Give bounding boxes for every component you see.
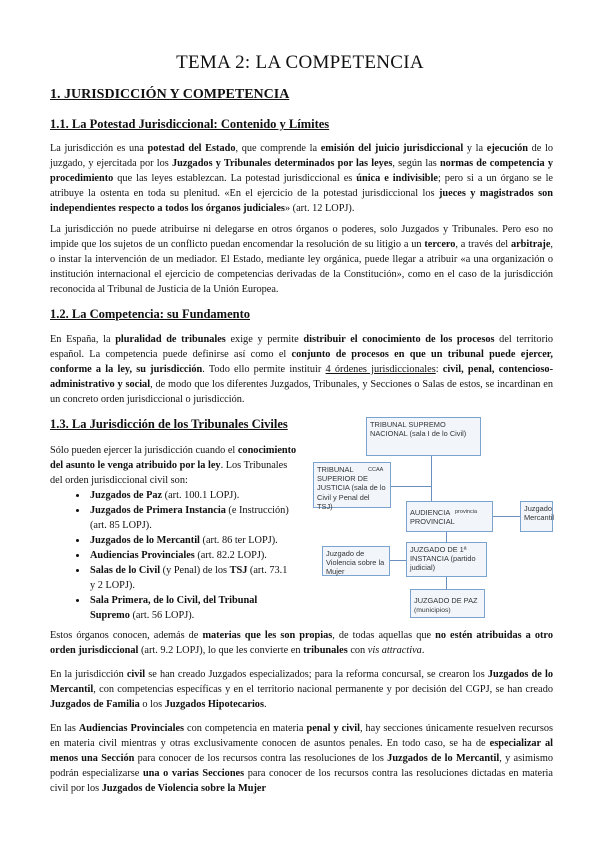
box-label: TRIBUNAL SUPREMO NACIONAL (sala I de lo Civil) bbox=[370, 420, 467, 439]
subsection-heading-1-3: 1.3. La Jurisdicción de los Tribunales Civiles bbox=[50, 417, 288, 431]
diagram-box-primera-instancia bbox=[406, 542, 487, 577]
connector-line bbox=[446, 577, 447, 589]
bold-run: materias que les son propias bbox=[202, 630, 333, 641]
bold-run: especializar al menos una Sección bbox=[50, 738, 553, 764]
bold-run: civil, penal, contencioso-administrativo y social bbox=[50, 364, 554, 390]
text-run: (art. 73.1 y 2 LOPJ). bbox=[90, 565, 288, 591]
text-run: y la bbox=[463, 143, 487, 154]
box-sublabel: provincia bbox=[455, 509, 478, 515]
box-sublabel: (municipios) bbox=[414, 607, 451, 615]
text-run: (art. 56 LOPJ). bbox=[129, 610, 195, 621]
box-label: JUZGADO DE PAZ bbox=[414, 596, 478, 605]
text-run: exige y permite bbox=[225, 334, 304, 345]
paragraph-delegacion bbox=[50, 222, 553, 297]
bold-run: una o varias Secciones bbox=[142, 768, 245, 779]
underline-run: 4 órdenes jurisdiccionales bbox=[325, 364, 436, 375]
text-run: (art. 9.2 LOPJ), lo que les convierte en bbox=[138, 645, 304, 656]
paragraph-potestad bbox=[50, 141, 553, 216]
bold-run: ejecución bbox=[486, 143, 528, 154]
paragraph-especializados bbox=[50, 667, 553, 712]
text-run: En España, la bbox=[50, 334, 116, 345]
box-label: Juzgado de Violencia sobre la Mujer bbox=[326, 549, 385, 577]
bold-run: emisión del juicio jurisdiccional bbox=[320, 143, 464, 154]
connector-line bbox=[390, 560, 406, 561]
bold-run: normas de competencia y procedimiento bbox=[50, 158, 553, 184]
bold-run: Juzgados de Paz bbox=[90, 490, 163, 501]
text-run: , de modo que los diferentes Juzgados, Tribunales, y Secciones o Salas de estos, se incardinan en un concreto orden jurisdiccional o jurisdicción. bbox=[50, 379, 553, 405]
bold-run: única e indivisible bbox=[356, 173, 438, 184]
text-run: , y asimismo podrán especializarse bbox=[50, 753, 553, 779]
subsection-heading-1-1: 1.1. La Potestad Jurisdiccional: Contenido y Límites bbox=[50, 117, 330, 131]
bold-run: conocimiento del asunto le venga atribuido por la ley bbox=[50, 445, 297, 471]
text-run: , de todas aquellas que bbox=[332, 630, 436, 641]
text-run: , o instar la intervención de un mediador. El Estado, mediante ley orgánica, puede llegar a atribuir «a una organización o institución internacional el ejercicio de competencias derivadas de la Constitución», como en el caso de la jurisdicción reconocida al Tribunal de Justicia de la Unión Europea. bbox=[50, 239, 553, 295]
bold-run: Juzgados de Violencia sobre la Mujer bbox=[101, 783, 267, 794]
text-run: » (art. 12 LOPJ). bbox=[284, 203, 355, 214]
bold-run: Juzgados Hipotecarios bbox=[164, 699, 264, 710]
text-run: (e Instrucción) (art. 85 LOPJ). bbox=[90, 505, 289, 531]
diagram-box-juzgado-mercantil bbox=[520, 501, 553, 532]
bold-run: Juzgados de lo Mercantil bbox=[387, 753, 500, 764]
bold-run: Audiencias Provinciales bbox=[78, 723, 185, 734]
list-item bbox=[88, 488, 290, 503]
page-title: TEMA 2: LA COMPETENCIA bbox=[176, 52, 424, 73]
box-label: AUDIENCIA PROVINCIAL bbox=[410, 508, 455, 527]
paragraph-materias bbox=[50, 628, 553, 658]
text-run: con competencia en materia bbox=[184, 723, 307, 734]
text-run: , según las bbox=[392, 158, 440, 169]
bold-run: potestad del Estado bbox=[147, 143, 236, 154]
text-run: (art. 82.2 LOPJ). bbox=[194, 550, 267, 561]
diagram-box-tribunal-supremo bbox=[366, 417, 481, 456]
diagram-box-juzgado-paz bbox=[410, 589, 485, 618]
diagram-box-tsj bbox=[313, 462, 391, 511]
text-run: En las bbox=[50, 723, 79, 734]
text-run: : bbox=[435, 364, 443, 375]
text-run: , a través del bbox=[455, 239, 511, 250]
bold-run: jueces y magistrados son independientes respecto a todos los órganos judiciales bbox=[50, 188, 553, 214]
text-run: , que comprende la bbox=[235, 143, 321, 154]
list-item bbox=[88, 533, 290, 548]
connector-line bbox=[493, 516, 520, 517]
box-label: Juzgado Mercantil bbox=[524, 504, 554, 523]
list-item bbox=[88, 503, 290, 533]
text-run: La jurisdicción es una bbox=[50, 143, 148, 154]
text-run: para conocer de los recursos contra las resoluciones de los bbox=[134, 753, 388, 764]
text-run: La jurisdicción no puede atribuirse ni delegarse en otros órganos o poderes, solo Juzgados y Tribunales. Pero eso no impide que los sujetos de un conflicto puedan encomendar la resolución de su litigio a un bbox=[50, 224, 553, 250]
list-item bbox=[88, 548, 290, 563]
bold-run: Sala Primera, de lo Civil, del Tribunal Supremo bbox=[90, 595, 258, 621]
subsection-heading-1-2: 1.2. La Competencia: su Fundamento bbox=[50, 307, 251, 321]
text-run: del territorio español. La competencia puede definirse así como el bbox=[50, 334, 554, 360]
text-run: , con competencias específicas y en el territorio nacional permanente y por decisión del CGPJ, se han creado bbox=[93, 684, 553, 695]
bold-run: no estén atribuidas a otro orden jurisdiccional bbox=[50, 630, 553, 656]
bold-run: Juzgados de lo Mercantil bbox=[50, 669, 553, 695]
box-label: TRIBUNAL SUPERIOR DE JUSTICIA (sala de lo Civil y Penal del TSJ) bbox=[317, 465, 386, 511]
text-run: (art. 100.1 LOPJ). bbox=[162, 490, 240, 501]
bold-run: conjunto de procesos en que un tribunal puede ejercer, conforme a la ley, su jurisdicción bbox=[50, 349, 553, 375]
text-run: o los bbox=[139, 699, 165, 710]
connector-line bbox=[431, 456, 432, 501]
text-run: se han creado Juzgados especializados; para la reforma concursal, se crearon los bbox=[145, 669, 488, 680]
bold-run: penal y civil bbox=[306, 723, 360, 734]
paragraph-audiencias bbox=[50, 721, 553, 796]
bold-run: Juzgados y Tribunales determinados por las leyes bbox=[171, 158, 393, 169]
italic-run: vis attractiva bbox=[367, 645, 422, 656]
text-run: . bbox=[421, 645, 425, 656]
text-run: (art. 86 ter LOPJ). bbox=[199, 535, 278, 546]
bold-run: tercero bbox=[424, 239, 456, 250]
box-label: JUZGADO DE 1ª INSTANCIA (partido judicial) bbox=[410, 545, 476, 573]
text-run: de lo juzgado, y ejercitada por los bbox=[50, 143, 553, 169]
text-run: En la jurisdicción bbox=[50, 669, 127, 680]
section-heading-1: 1. JURISDICCIÓN Y COMPETENCIA bbox=[50, 87, 290, 102]
list-item bbox=[88, 593, 290, 623]
connector-line bbox=[391, 486, 431, 487]
text-run: Sólo pueden ejercer la jurisdicción cuando el bbox=[50, 445, 238, 456]
list-item bbox=[88, 563, 290, 593]
tribunales-list bbox=[50, 488, 290, 623]
bold-run: Juzgados de lo Mercantil bbox=[90, 535, 200, 546]
text-run: . bbox=[263, 699, 267, 710]
paragraph-competencia bbox=[50, 332, 553, 407]
text-run: para conocer de los recursos contra las resoluciones dictadas en materia civil por los bbox=[50, 768, 553, 794]
text-run: ; pero si a un órgano se le atribuye la ostenta en toda su plenitud. «En el ejercicio de la potestad jurisdiccional los bbox=[50, 173, 553, 199]
diagram-box-violencia-mujer bbox=[322, 546, 390, 576]
bold-run: tribunales bbox=[303, 645, 348, 656]
bold-run: distribuir el conocimiento de los procesos bbox=[303, 334, 495, 345]
text-run: . Todo ello permite instituir bbox=[202, 364, 326, 375]
bold-run: pluralidad de tribunales bbox=[115, 334, 226, 345]
text-run: con bbox=[347, 645, 368, 656]
box-sublabel: CCAA bbox=[368, 467, 384, 473]
bold-run: TSJ bbox=[229, 565, 248, 576]
tribunales-list-container bbox=[50, 488, 290, 623]
text-run: . Los Tribunales del orden jurisdiccional civil son: bbox=[50, 460, 288, 486]
bold-run: civil bbox=[126, 669, 146, 680]
text-run: (y Penal) de los bbox=[160, 565, 230, 576]
bold-run: Audiencias Provinciales bbox=[90, 550, 195, 561]
bold-run: Juzgados de Primera Instancia bbox=[90, 505, 226, 516]
diagram-box-audiencia-provincial bbox=[406, 501, 493, 532]
text-run: que las leyes establezcan. La potestad jurisdiccional es bbox=[113, 173, 357, 184]
text-run: , hay secciones únicamente resuelven recursos en materia civil mientras y otras exclusivamente conocen de asuntos penales. En todo caso, se ha de bbox=[50, 723, 553, 749]
paragraph-tribunales-civiles bbox=[50, 443, 302, 488]
connector-line bbox=[446, 532, 447, 542]
text-run: Estos órganos conocen, además de bbox=[50, 630, 203, 641]
bold-run: arbitraje bbox=[510, 239, 551, 250]
bold-run: Salas de lo Civil bbox=[90, 565, 161, 576]
bold-run: Juzgados de Familia bbox=[50, 699, 140, 710]
